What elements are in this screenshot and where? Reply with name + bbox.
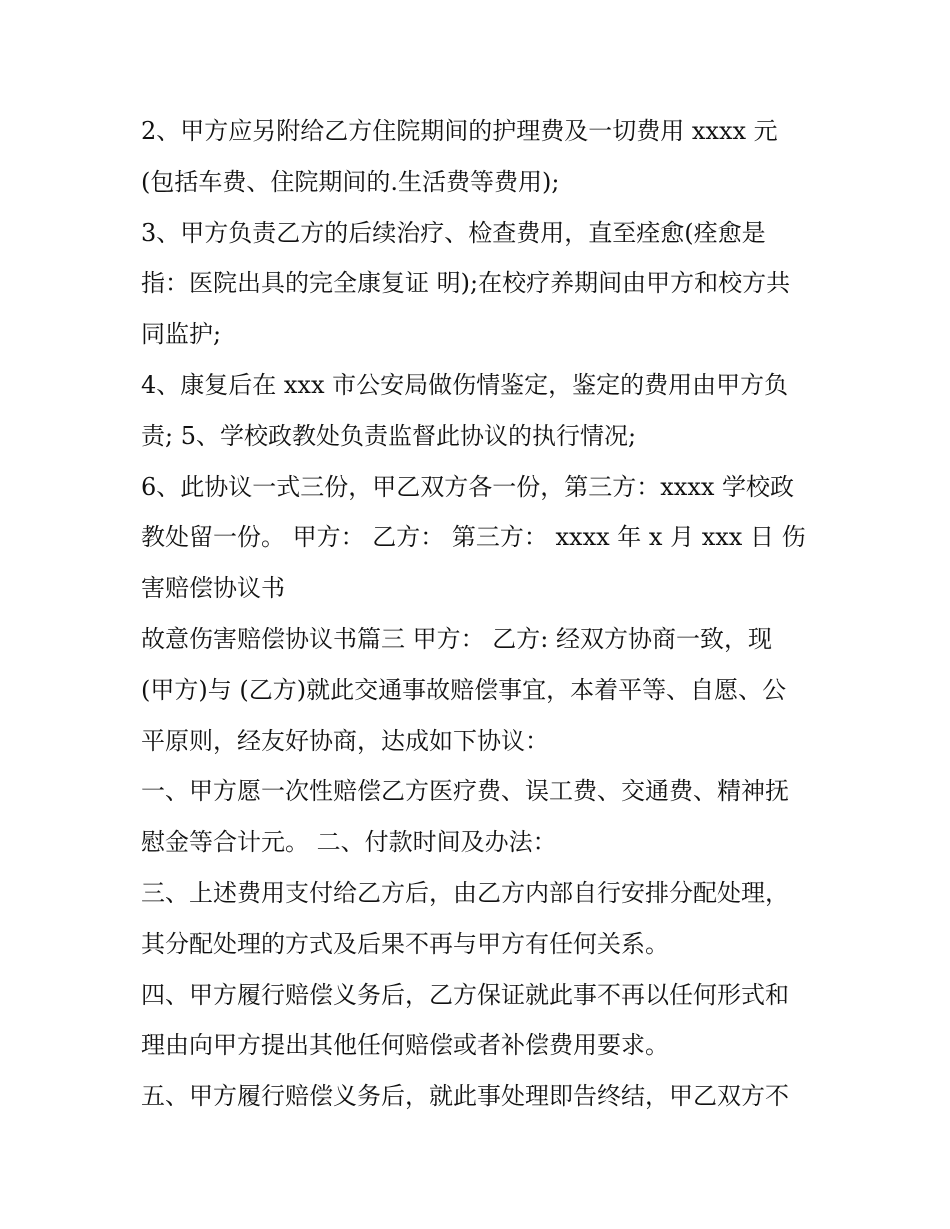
text-line: 教处留一份。 甲方： 乙方： 第三方： xxxx 年 x 月 xxx 日 伤 [141,523,806,552]
text-line: 四、甲方履行赔偿义务后，乙方保证就此事不再以任何形式和 [141,980,789,1009]
text-line: 指：医院出具的完全康复证 明);在校疗养期间由甲方和校方共 [141,269,791,298]
text-line: 害赔偿协议书 [141,574,285,603]
text-line: 同监护; [141,320,222,349]
text-line: (甲方)与 (乙方)就此交通事故赔偿事宜，本着平等、自愿、公 [141,675,787,704]
text-line: 五、甲方履行赔偿义务后，就此事处理即告终结，甲乙双方不 [141,1082,789,1111]
text-line: (包括车费、住院期间的.生活费等费用); [141,167,560,196]
text-line: 2、甲方应另附给乙方住院期间的护理费及一切费用 xxxx 元 [141,117,778,145]
text-line: 理由向甲方提出其他任何赔偿或者补偿费用要求。 [141,1031,669,1060]
text-line: 3、甲方负责乙方的后续治疗、检查费用，直至痊愈(痊愈是 [141,218,766,247]
text-line: 6、此协议一式三份，甲乙双方各一份，第三方：xxxx 学校政 [141,472,795,501]
text-line: 三、上述费用支付给乙方后，由乙方内部自行安排分配处理， [141,878,789,907]
text-line: 平原则，经友好协商，达成如下协议： [141,726,549,755]
text-line: 一、甲方愿一次性赔偿乙方医疗费、误工费、交通费、精神抚 [141,777,789,806]
agreement-text [141,106,841,1122]
text-line: 慰金等合计元。 二、付款时间及办法： [141,828,557,857]
text-line: 其分配处理的方式及后果不再与甲方有任何关系。 [141,929,669,958]
text-line: 故意伤害赔偿协议书篇三 甲方： 乙方: 经双方协商一致，现 [141,624,772,653]
text-line: 4、康复后在 xxx 市公安局做伤情鉴定，鉴定的费用由甲方负 [141,370,789,399]
text-line: 责; 5、学校政教处负责监督此协议的执行情况; [141,421,637,450]
